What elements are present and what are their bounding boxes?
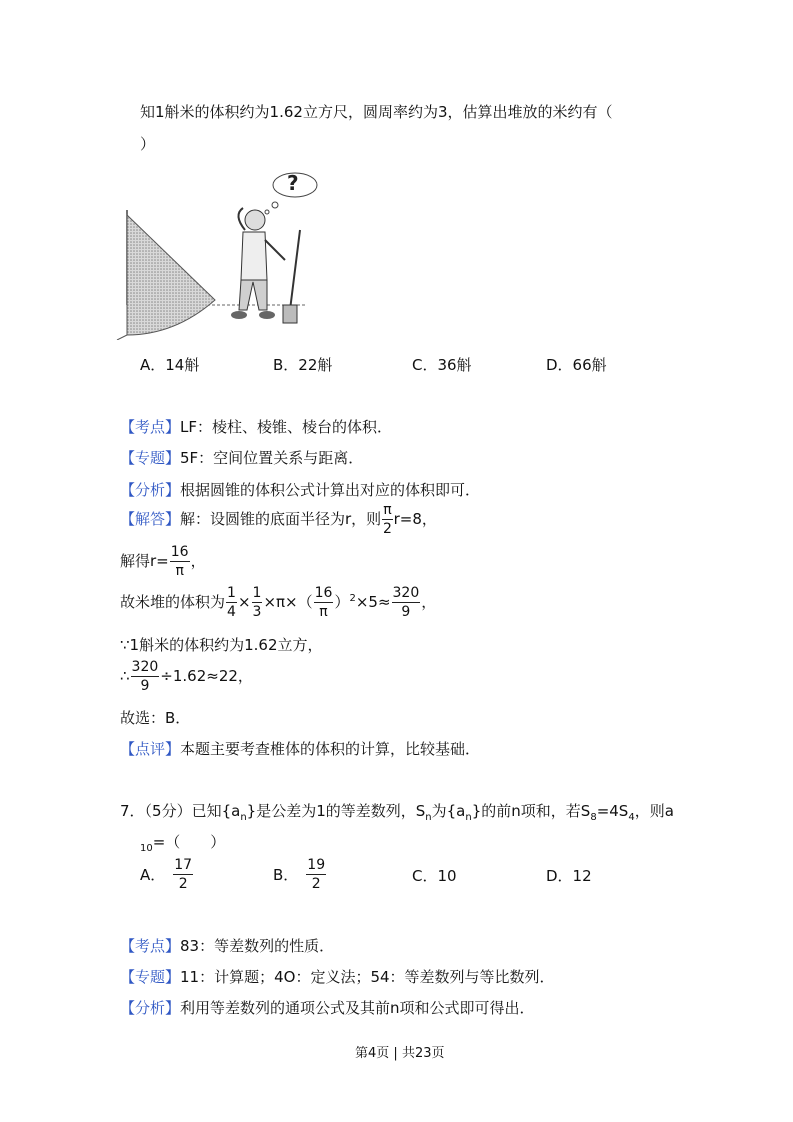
q7-zhuanti: [120, 966, 555, 987]
page-footer: [355, 1042, 445, 1061]
fraction: $\frac{1}{4}$: [227, 585, 236, 620]
fraction: $\frac{320}{9}$: [131, 659, 159, 694]
q7-fenxi: [120, 997, 535, 1018]
fraction: $\frac{\pi}{2}$: [382, 502, 392, 537]
fraction: $\frac{19}{2}$: [307, 857, 326, 892]
fraction: $\frac{1}{3}$: [252, 585, 262, 620]
fraction: $\frac{16}{\pi}$: [314, 585, 333, 620]
q6-step2: 故米堆的体积为 $\frac{1}{4}$ × $\frac{1}{3}$ ×π×（ $\frac{16}{\pi}$ ）$^2$×5≈ $\frac{320}{9}$ ，: [120, 585, 437, 620]
q7-kaodian: [120, 935, 334, 956]
zhuanti-tag: 【专题】: [120, 449, 181, 467]
q7-stem-line2: $_{10}$=（ ）: [140, 833, 226, 854]
q6-option-a: A．14斛: [140, 356, 200, 374]
q7-option-c: C．10: [412, 867, 457, 885]
q6-option-c: C．36斛: [412, 356, 472, 374]
q6-stem-line2: ）: [140, 135, 156, 153]
zhuanti-tag: 【专题】: [120, 968, 181, 986]
q7-stem-line1: 7．（5分）已知$\{a_n\}$是公差为1的等差数列，$S_n$为$\{a_n\}$的前n项和，若$S_8=4S_4$，则a: [120, 802, 674, 823]
q6-option-b: B．22斛: [273, 356, 333, 374]
kaodian-text: 83：等差数列的性质．: [180, 937, 335, 955]
kaodian-tag: 【考点】: [120, 418, 181, 436]
page-total: 共23页: [401, 1046, 445, 1061]
q6-kaodian: [120, 416, 392, 437]
q6-choose: 故选：B．: [120, 709, 191, 727]
q6-option-d: D．66斛: [546, 356, 607, 374]
kaodian-text: LF：棱柱、棱锥、棱台的体积．: [180, 418, 393, 436]
dianping-text: 本题主要考查椎体的体积的计算，比较基础．: [180, 740, 481, 758]
zhuanti-text: 11：计算题；4O：定义法；54：等差数列与等比数列．: [180, 968, 555, 986]
fenxi-tag: 【分析】: [120, 481, 181, 499]
q6-step4: ∴ $\frac{320}{9}$ ÷1.62≈22，: [120, 659, 253, 694]
fraction: $\frac{17}{2}$: [174, 857, 193, 892]
q7-option-b: B． $\frac{19}{2}$: [273, 857, 326, 892]
fraction: $\frac{320}{9}$: [392, 585, 420, 620]
footer-separator: |: [393, 1046, 398, 1061]
jieda-pre: 解：设圆锥的底面半径为r，则: [180, 510, 382, 528]
svg-text:?: ?: [287, 171, 299, 195]
q6-dianping: [120, 738, 480, 759]
q6-step3: ∵1斛米的体积约为1.62立方，: [120, 636, 323, 654]
rice-pile-illustration: [115, 160, 325, 340]
jieda-tag: 【解答】: [120, 510, 181, 528]
q6-jieda: [120, 503, 437, 536]
dianping-tag: 【点评】: [120, 740, 181, 758]
q6-step1: 解得r= $\frac{16}{\pi}$ ，: [120, 544, 206, 579]
q7-option-a: A． $\frac{17}{2}$: [140, 857, 193, 892]
q7-option-d: D．12: [546, 867, 592, 885]
page-number: 第4页: [355, 1046, 390, 1061]
jieda-post: r=8，: [393, 510, 437, 528]
fraction: $\frac{16}{\pi}$: [170, 544, 189, 579]
zhuanti-text: 5F：空间位置关系与距离．: [180, 449, 364, 467]
q6-fenxi: [120, 479, 480, 500]
kaodian-tag: 【考点】: [120, 937, 181, 955]
q6-stem-line1: 知1斛米的体积约为1.62立方尺，圆周率约为3，估算出堆放的米约有（: [140, 103, 613, 121]
fenxi-text: 根据圆锥的体积公式计算出对应的体积即可．: [180, 481, 481, 499]
q6-zhuanti: [120, 447, 363, 468]
fenxi-text: 利用等差数列的通项公式及其前n项和公式即可得出．: [180, 999, 535, 1017]
fenxi-tag: 【分析】: [120, 999, 181, 1017]
